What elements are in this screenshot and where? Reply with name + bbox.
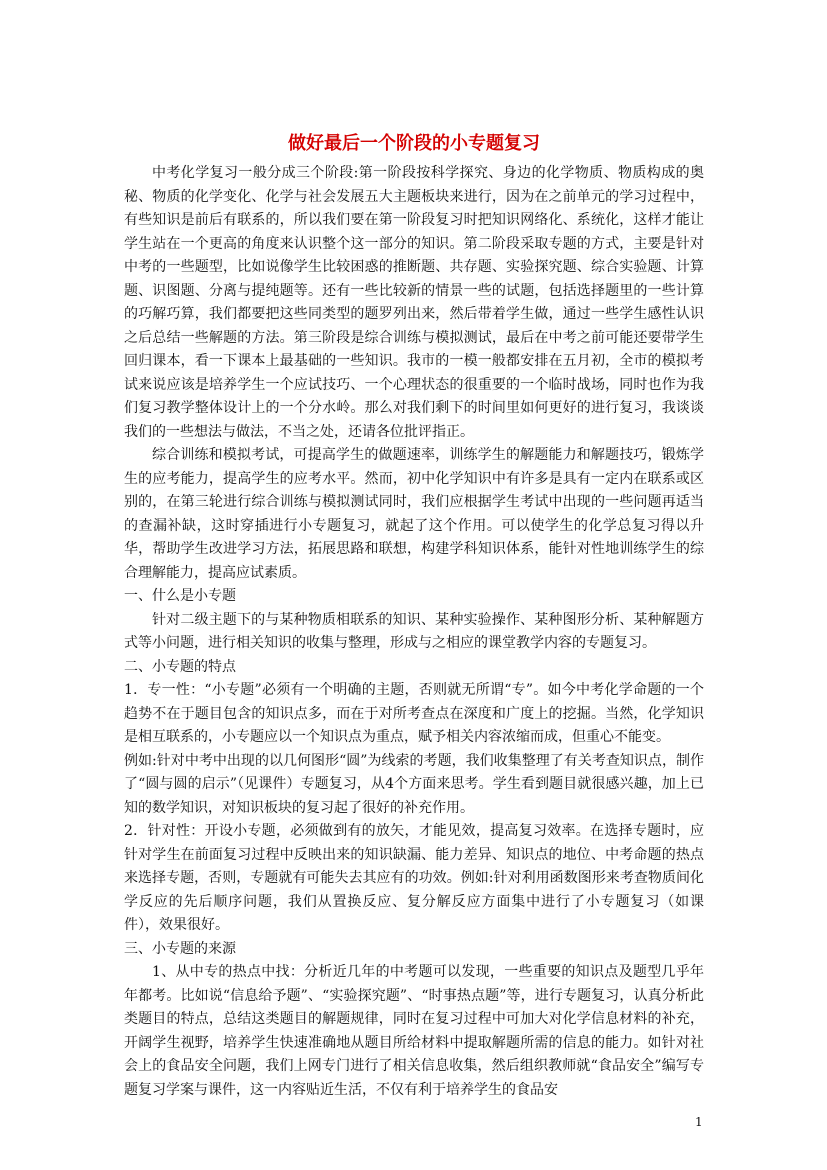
paragraph-example-circle: 例如:针对中考中出现的以几何图形“圆”为线索的考题，我们收集整理了有关考查知识点，制作了“圆与圆的启示”（见课件）专题复习，从4个方面来思考。学生看到题目就很感兴趣，加上已知的数学知识，对知识板块的复习起了很好的补充作用。 xyxy=(124,752,704,816)
section-heading-what-is: 一、什么是小专题 xyxy=(124,588,236,604)
document-body xyxy=(124,132,704,1102)
paragraph-intro: 中考化学复习一般分成三个阶段:第一阶段按科学探究、身边的化学物质、物质构成的奥秘、物质的化学变化、化学与社会发展五大主题板块来进行，因为在之前单元的学习过程中，有些知识是前后有联系的，所以我们要在第一阶段复习时把知识网络化、系统化，这样才能让学生站在一个更高的角度来认识整个这一部分的知识。第二阶段采取专题的方式，主要是针对中考的一些题型，比如说像学生比较困惑的推断题、共存题、实验探究题、综合实验题、计算题、识图题、分离与提纯题等。还有一些比较新的情景一些的试题，包括选择题里的一些计算的巧解巧算，我们都要把这些同类型的题罗列出来，然后带着学生做，通过一些学生感性认识之后总结一些解题的方法。第三阶段是综合训练与模拟测试，最后在中考之前可能还要带学生回归课本，看一下课本上最基础的一些知识。我市的一模一般都安排在五月初，全市的模拟考试来说应该是培养学生一个应试技巧、一个心理状态的很重要的一个临时战场，同时也作为我们复习教学整体设计上的一个分水岭。那么对我们剩下的时间里如何更好的进行复习，我谈谈我们的一些想法与做法，不当之处，还请各位批评指正。 xyxy=(124,165,704,440)
page-number: 1 xyxy=(695,1115,703,1129)
section-heading-sources: 三、小专题的来源 xyxy=(124,940,236,957)
paragraph-feature-targeted: 2．针对性：开设小专题，必须做到有的放矢，才能见效，提高复习效率。在选择专题时，应针对学生在前面复习过程中反映出来的知识缺漏、能力差异、知识点的地位、中考命题的热点来选择专题，否则，专题就有可能失去其应有的功效。例如:针对利用函数图形来考查物质间化学反应的先后顺序问题，我们从置换反应、复分解反应方面集中进行了小专题复习（如课件），效果很好。 xyxy=(124,823,704,933)
paragraph-source-hotspots: 1、从中专的热点中找：分析近几年的中考题可以发现，一些重要的知识点及题型几乎年年都考。比如说“信息给予题”、“实验探究题”、“时事热点题”等，进行专题复习，认真分析此类题目的特点，总结这类题目的解题规律，同时在复习过程中可加大对化学信息材料的补充，开阔学生视野，培养学生快速准确地从题目所给材料中提取解题所需的信息的能力。如针对社会上的食品安全问题，我们上网专门进行了相关信息收集，然后组织教师就“食品安全”编写专题复习学案与课件，这一内容贴近生活，不仅有利于培养学生的食品安 xyxy=(124,964,704,1098)
paragraph-feature-focus: 1．专一性：“小专题”必须有一个明确的主题，否则就无所谓“专”。如今中考化学命题的一个趋势不在于题目包含的知识点多，而在于对所考查点在深度和广度上的挖掘。当然，化学知识是相互联系的，小专题应以一个知识点为重点，赋予相关内容浓缩而成，但重心不能变。 xyxy=(124,682,704,745)
section-heading-features: 二、小专题的特点 xyxy=(124,658,236,675)
paragraph-training: 综合训练和模拟考试，可提高学生的做题速率，训练学生的解题能力和解题技巧，锻炼学生的应考能力，提高学生的应考水平。然而，初中化学知识中有许多是具有一定内在联系或区别的，在第三轮进行综合训练与模拟测试同时，我们应根据学生考试中出现的一些问题再适当的查漏补缺，这时穿插进行小专题复习，就起了这个作用。可以使学生的化学总复习得以升华，帮助学生改进学习方法，拓展思路和联想，构建学科知识体系，能针对性地训练学生的综合理解能力，提高应试素质。 xyxy=(124,447,704,581)
paragraph-definition: 针对二级主题下的与某种物质相联系的知识、某种实验操作、某种图形分析、某种解题方式等小问题，进行相关知识的收集与整理，形成与之相应的课堂教学内容的专题复习。 xyxy=(124,611,704,651)
document-title: 做好最后一个阶段的小专题复习 xyxy=(288,133,540,154)
